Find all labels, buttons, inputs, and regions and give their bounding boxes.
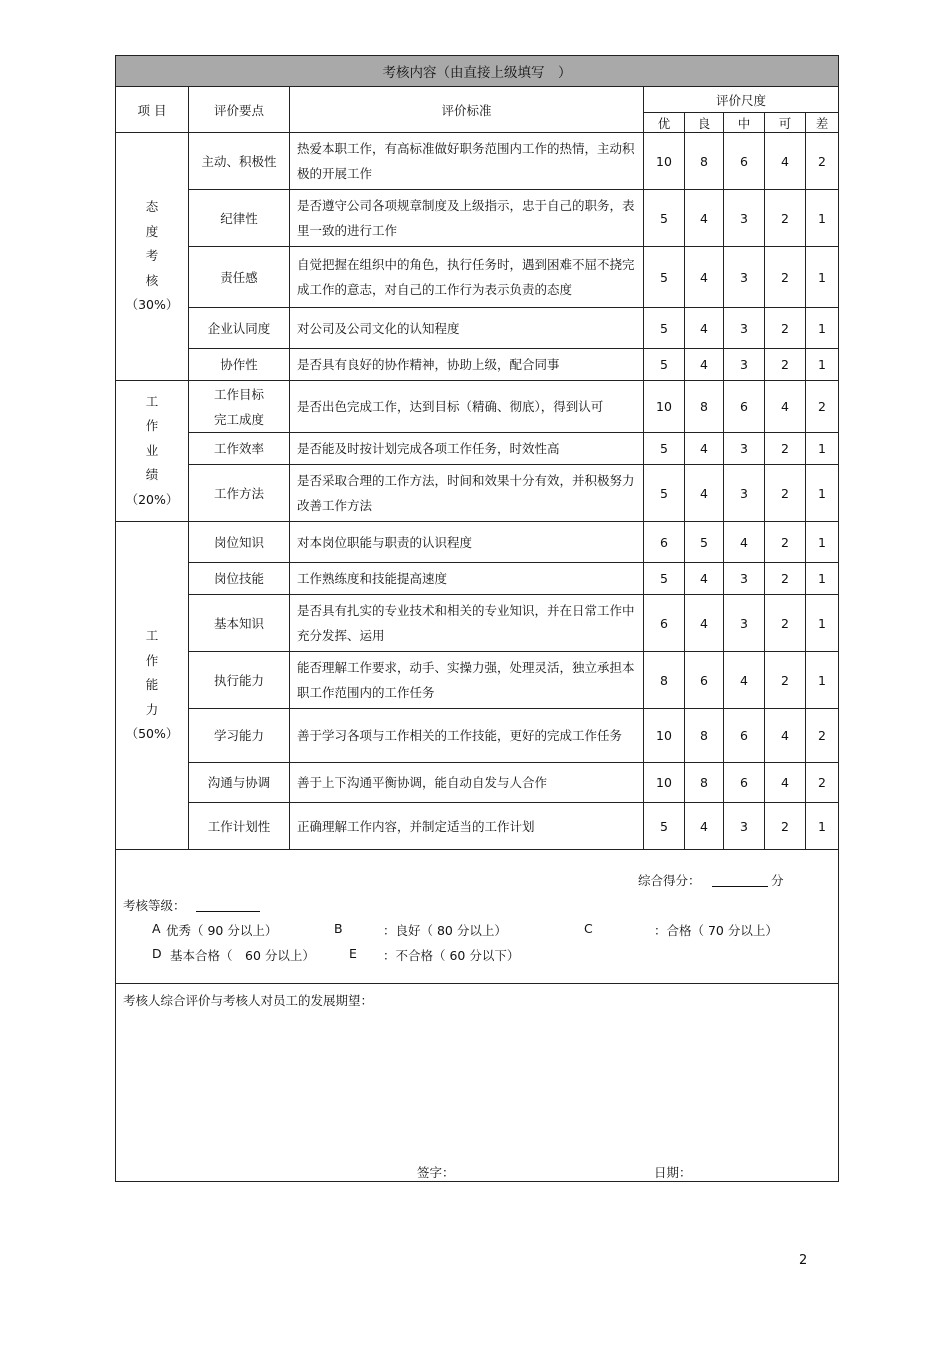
score-cell: 4	[724, 652, 765, 709]
score-cell: 2	[765, 522, 806, 563]
score-cell: 2	[765, 465, 806, 522]
score-cell: 5	[644, 465, 685, 522]
category-char: 工	[145, 393, 159, 409]
summary-row	[116, 850, 839, 984]
score-cell: 4	[685, 308, 724, 349]
evaluation-point: 岗位技能	[189, 563, 290, 595]
score-cell: 4	[685, 190, 724, 247]
level-text: 基本合格（ 60 分以上）	[170, 948, 315, 963]
score-cell: 4	[724, 522, 765, 563]
criteria-row	[116, 308, 839, 349]
criteria-row	[116, 563, 839, 595]
summary-cell	[116, 850, 839, 984]
category-char: 态	[145, 199, 159, 215]
evaluation-point: 基本知识	[189, 595, 290, 652]
criteria-row	[116, 763, 839, 803]
criteria-row	[116, 190, 839, 247]
evaluation-point: 岗位知识	[189, 522, 290, 563]
header-item: 项 目	[116, 87, 189, 133]
criteria-row	[116, 595, 839, 652]
comment-cell	[116, 984, 839, 1182]
score-cell: 2	[765, 247, 806, 308]
score-cell: 5	[644, 247, 685, 308]
score-cell: 2	[765, 652, 806, 709]
score-cell: 5	[644, 308, 685, 349]
score-cell: 3	[724, 465, 765, 522]
level-text: 优秀（ 90 分以上）	[166, 923, 278, 938]
total-score-unit: 分	[771, 873, 784, 888]
category-char: 力	[145, 701, 159, 717]
score-cell: 1	[806, 349, 839, 381]
score-cell: 8	[685, 709, 724, 763]
criteria-row	[116, 465, 839, 522]
grade-header: 差	[806, 113, 839, 133]
score-cell: 3	[724, 349, 765, 381]
score-cell: 5	[644, 190, 685, 247]
score-cell: 1	[806, 308, 839, 349]
score-cell: 4	[765, 763, 806, 803]
evaluation-criteria: 是否能及时按计划完成各项工作任务，时效性高	[290, 433, 644, 465]
score-cell: 6	[685, 652, 724, 709]
score-cell: 2	[806, 709, 839, 763]
evaluation-point: 纪律性	[189, 190, 290, 247]
category-char: （30%）	[125, 297, 179, 313]
score-cell: 2	[806, 381, 839, 433]
grade-header: 可	[765, 113, 806, 133]
evaluation-table	[115, 55, 839, 1182]
level-letter: D	[152, 946, 162, 961]
category-char: 业	[145, 442, 159, 458]
level-label: 考核等级：	[123, 898, 186, 913]
score-cell: 5	[644, 563, 685, 595]
header-row	[116, 87, 839, 113]
level-letter: C	[584, 921, 593, 936]
total-score-line	[712, 872, 768, 887]
criteria-row	[116, 349, 839, 381]
score-cell: 4	[685, 465, 724, 522]
category-label	[116, 522, 189, 850]
criteria-row	[116, 652, 839, 709]
comment-row	[116, 984, 839, 1182]
criteria-row	[116, 522, 839, 563]
score-cell: 3	[724, 247, 765, 308]
category-char: 度	[145, 223, 159, 239]
evaluation-point: 工作计划性	[189, 803, 290, 850]
score-cell: 1	[806, 522, 839, 563]
criteria-row	[116, 133, 839, 190]
score-cell: 5	[685, 522, 724, 563]
criteria-row	[116, 381, 839, 433]
score-cell: 4	[685, 247, 724, 308]
header-scale: 评价尺度	[644, 87, 839, 113]
score-cell: 1	[806, 190, 839, 247]
category-char: （50%）	[125, 726, 179, 742]
level-text: ：合格（ 70 分以上）	[654, 923, 778, 938]
score-cell: 5	[644, 433, 685, 465]
score-cell: 4	[685, 433, 724, 465]
score-cell: 1	[806, 803, 839, 850]
score-cell: 3	[724, 595, 765, 652]
score-cell: 4	[765, 709, 806, 763]
score-cell: 1	[806, 652, 839, 709]
level-letter: E	[349, 946, 357, 961]
score-cell: 6	[724, 763, 765, 803]
evaluation-criteria: 是否具有扎实的专业技术和相关的专业知识，并在日常工作中充分发挥、运用	[290, 595, 644, 652]
criteria-row	[116, 803, 839, 850]
evaluation-criteria: 正确理解工作内容，并制定适当的工作计划	[290, 803, 644, 850]
score-cell: 8	[685, 763, 724, 803]
sign-label: 签字：	[417, 1165, 455, 1180]
level-line	[196, 897, 260, 912]
evaluation-point: 工作效率	[189, 433, 290, 465]
score-cell: 2	[765, 803, 806, 850]
score-cell: 2	[765, 349, 806, 381]
evaluation-criteria: 工作熟练度和技能提高速度	[290, 563, 644, 595]
grade-header: 中	[724, 113, 765, 133]
evaluation-criteria: 是否遵守公司各项规章制度及上级指示，忠于自己的职务，表里一致的进行工作	[290, 190, 644, 247]
level-text: ：良好（ 80 分以上）	[383, 923, 507, 938]
category-char: （20%）	[125, 491, 179, 507]
score-cell: 2	[806, 763, 839, 803]
score-cell: 6	[724, 381, 765, 433]
category-char: 作	[145, 418, 159, 434]
score-cell: 3	[724, 433, 765, 465]
score-cell: 4	[765, 133, 806, 190]
score-cell: 2	[765, 595, 806, 652]
total-score-label: 综合得分：	[638, 873, 701, 888]
evaluation-criteria: 对公司及公司文化的认知程度	[290, 308, 644, 349]
category-label	[116, 133, 189, 381]
evaluation-criteria: 是否具有良好的协作精神，协助上级，配合同事	[290, 349, 644, 381]
score-cell: 3	[724, 190, 765, 247]
score-cell: 1	[806, 595, 839, 652]
evaluation-criteria: 善于上下沟通平衡协调，能自动自发与人合作	[290, 763, 644, 803]
score-cell: 4	[685, 349, 724, 381]
table-title-row	[116, 56, 839, 87]
page-number: 2	[799, 1253, 808, 1268]
score-cell: 5	[644, 803, 685, 850]
score-cell: 6	[644, 595, 685, 652]
category-char: 核	[145, 272, 159, 288]
level-letter: B	[334, 921, 343, 936]
evaluation-point: 协作性	[189, 349, 290, 381]
score-cell: 8	[685, 133, 724, 190]
score-cell: 2	[765, 308, 806, 349]
evaluation-point: 执行能力	[189, 652, 290, 709]
score-cell: 1	[806, 465, 839, 522]
criteria-row	[116, 247, 839, 308]
level-text: ：不合格（ 60 分以下）	[383, 948, 520, 963]
score-cell: 8	[644, 652, 685, 709]
score-cell: 2	[765, 563, 806, 595]
score-cell: 10	[644, 709, 685, 763]
evaluation-criteria: 对本岗位职能与职责的认识程度	[290, 522, 644, 563]
score-cell: 3	[724, 803, 765, 850]
grade-header: 良	[685, 113, 724, 133]
evaluation-criteria: 是否出色完成工作，达到目标（精确、彻底），得到认可	[290, 381, 644, 433]
score-cell: 5	[644, 349, 685, 381]
score-cell: 10	[644, 133, 685, 190]
criteria-row	[116, 433, 839, 465]
evaluation-point: 沟通与协调	[189, 763, 290, 803]
score-cell: 1	[806, 563, 839, 595]
header-point: 评价要点	[189, 87, 290, 133]
category-char: 作	[145, 652, 159, 668]
evaluation-point: 企业认同度	[189, 308, 290, 349]
score-cell: 4	[685, 803, 724, 850]
comment-label: 考核人综合评价与考核人对员工的发展期望：	[123, 993, 374, 1008]
score-cell: 2	[765, 190, 806, 247]
category-char: 能	[145, 677, 159, 693]
category-label	[116, 381, 189, 522]
criteria-row	[116, 709, 839, 763]
level-letter: A	[152, 921, 161, 936]
evaluation-point: 工作方法	[189, 465, 290, 522]
score-cell: 1	[806, 433, 839, 465]
grade-header: 优	[644, 113, 685, 133]
score-cell: 3	[724, 308, 765, 349]
evaluation-criteria: 能否理解工作要求，动手、实操力强，处理灵活，独立承担本职工作范围内的工作任务	[290, 652, 644, 709]
score-cell: 4	[685, 563, 724, 595]
evaluation-criteria: 善于学习各项与工作相关的工作技能，更好的完成工作任务	[290, 709, 644, 763]
score-cell: 3	[724, 563, 765, 595]
category-char: 绩	[145, 467, 159, 483]
category-char: 考	[145, 248, 159, 264]
score-cell: 10	[644, 381, 685, 433]
score-cell: 2	[806, 133, 839, 190]
evaluation-point: 责任感	[189, 247, 290, 308]
score-cell: 6	[724, 709, 765, 763]
table-title: 考核内容（由直接上级填写 ）	[116, 56, 839, 87]
score-cell: 6	[644, 522, 685, 563]
score-cell: 8	[685, 381, 724, 433]
evaluation-point: 主动、积极性	[189, 133, 290, 190]
score-cell: 10	[644, 763, 685, 803]
score-cell: 1	[806, 247, 839, 308]
evaluation-criteria: 热爱本职工作，有高标准做好职务范围内工作的热情，主动积极的开展工作	[290, 133, 644, 190]
score-cell: 4	[685, 595, 724, 652]
category-char: 工	[145, 628, 159, 644]
evaluation-point: 学习能力	[189, 709, 290, 763]
header-standard: 评价标准	[290, 87, 644, 133]
evaluation-point: 工作目标 完工成度	[189, 381, 290, 433]
evaluation-criteria: 自觉把握在组织中的角色，执行任务时，遇到困难不屈不挠完成工作的意志，对自己的工作行为表示负责的态度	[290, 247, 644, 308]
score-cell: 2	[765, 433, 806, 465]
score-cell: 4	[765, 381, 806, 433]
score-cell: 6	[724, 133, 765, 190]
date-label: 日期：	[654, 1165, 692, 1180]
evaluation-criteria: 是否采取合理的工作方法，时间和效果十分有效，并积极努力改善工作方法	[290, 465, 644, 522]
